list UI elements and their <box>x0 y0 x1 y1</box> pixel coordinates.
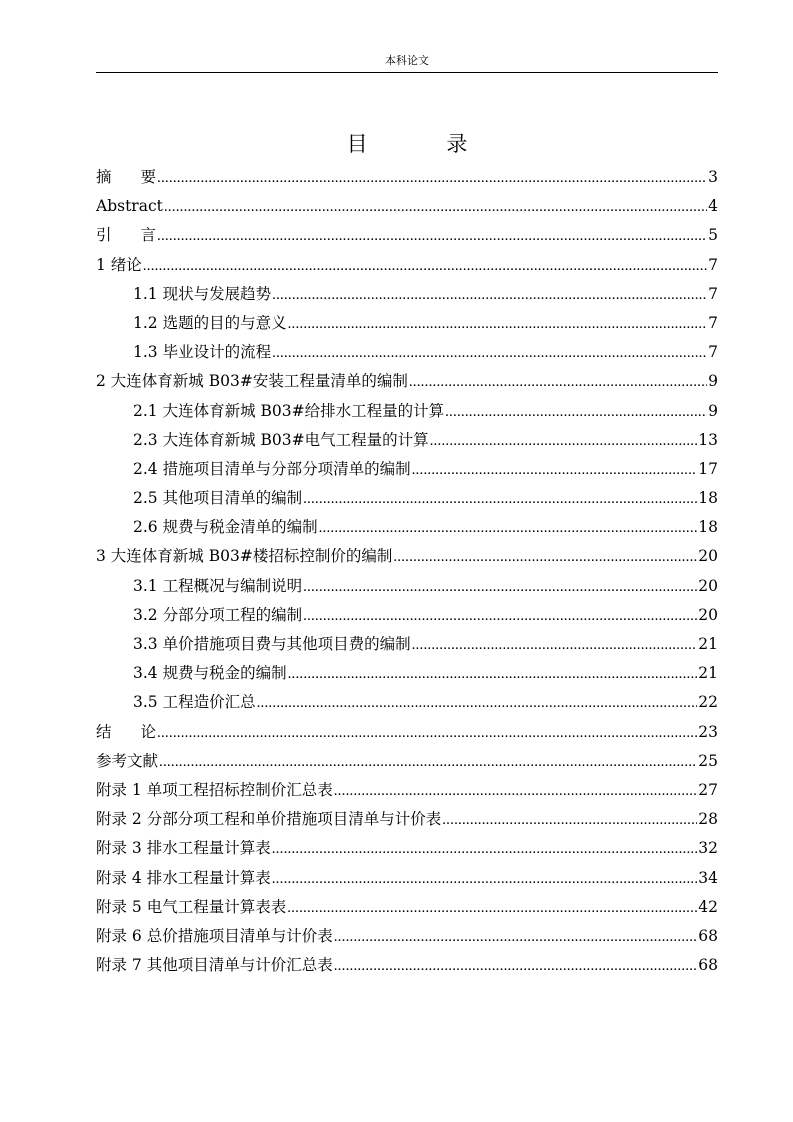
toc-entry[interactable] <box>96 572 718 601</box>
toc-dot-leader <box>287 894 697 923</box>
toc-dot-leader <box>157 164 707 193</box>
toc-dot-leader <box>430 427 698 456</box>
toc-dot-leader <box>303 602 697 631</box>
toc-entry[interactable] <box>96 426 718 455</box>
toc-entry-page: 9 <box>708 401 718 420</box>
toc-entry-page: 18 <box>698 518 718 537</box>
toc-entry-label: 3.3 单价措施项目费与其他项目费的编制 <box>133 635 411 653</box>
toc-entry-page: 9 <box>708 372 718 391</box>
toc-entry-label: 2.5 其他项目清单的编制 <box>133 489 303 508</box>
toc-dot-leader <box>272 339 707 368</box>
toc-entry[interactable] <box>96 951 718 980</box>
toc-entry-page: 23 <box>698 722 718 741</box>
toc-dot-leader <box>442 806 697 835</box>
toc-entry-label: 3 大连体育新城 B03#楼招标控制价的编制 <box>96 547 393 566</box>
toc-entry-page: 13 <box>698 430 718 449</box>
toc-entry[interactable] <box>96 542 718 571</box>
toc-entry[interactable] <box>96 397 718 426</box>
toc-entry-page: 34 <box>698 868 718 887</box>
header-rule <box>96 72 718 73</box>
toc-entry-label: 附录 5 电气工程量计算表表 <box>96 897 287 916</box>
toc-entry-label: 附录 3 排水工程量计算表 <box>96 839 271 858</box>
toc-dot-leader <box>409 368 707 397</box>
toc-entry-label: 摘要 <box>96 168 157 186</box>
toc-entry-page: 20 <box>698 576 718 595</box>
toc-entry[interactable] <box>96 805 718 834</box>
toc-entry-page: 28 <box>698 810 718 829</box>
toc-dot-leader <box>445 398 707 427</box>
toc-dot-leader <box>143 252 707 281</box>
page-header: 本科论文 <box>385 54 429 67</box>
toc-entry-page: 27 <box>698 780 718 799</box>
toc-entry-page: 22 <box>698 693 718 712</box>
table-of-contents <box>96 163 718 980</box>
toc-entry[interactable] <box>96 601 718 630</box>
toc-entry[interactable] <box>96 776 718 805</box>
toc-entry[interactable] <box>96 338 718 367</box>
toc-entry-label: 附录 1 单项工程招标控制价汇总表 <box>96 780 333 799</box>
toc-entry-page: 20 <box>698 605 718 624</box>
toc-dot-leader <box>164 193 707 222</box>
toc-entry-label: 2.6 规费与税金清单的编制 <box>133 518 318 537</box>
toc-entry-label: 1.2 选题的目的与意义 <box>133 313 287 332</box>
toc-entry[interactable] <box>96 484 718 513</box>
toc-entry-page: 7 <box>708 255 718 274</box>
toc-entry[interactable] <box>96 747 718 776</box>
toc-dot-leader <box>412 631 698 660</box>
toc-entry-label: 附录 4 排水工程量计算表 <box>96 868 271 887</box>
toc-entry[interactable] <box>96 922 718 951</box>
toc-entry-label: 3.5 工程造价汇总 <box>133 693 256 712</box>
toc-entry-label: 3.1 工程概况与编制说明 <box>133 576 303 595</box>
toc-dot-leader <box>159 748 697 777</box>
toc-entry[interactable] <box>96 280 718 309</box>
toc-entry[interactable] <box>96 513 718 542</box>
toc-entry-page: 18 <box>698 489 718 508</box>
toc-entry-page: 3 <box>708 168 718 186</box>
toc-entry-page: 4 <box>708 197 718 216</box>
toc-entry[interactable] <box>96 834 718 863</box>
toc-dot-leader <box>288 660 698 689</box>
toc-dot-leader <box>303 573 697 602</box>
toc-entry-label: 1.3 毕业设计的流程 <box>133 343 272 362</box>
toc-entry-label: 参考文献 <box>96 751 159 770</box>
toc-dot-leader <box>288 310 708 339</box>
toc-entry-label: 1 绪论 <box>96 255 142 274</box>
toc-entry[interactable] <box>96 221 718 250</box>
toc-entry-label: 3.2 分部分项工程的编制 <box>133 605 303 624</box>
toc-entry[interactable] <box>96 893 718 922</box>
toc-entry[interactable] <box>96 163 718 192</box>
toc-entry-page: 7 <box>708 313 718 332</box>
toc-dot-leader <box>334 952 698 981</box>
toc-entry[interactable] <box>96 251 718 280</box>
toc-entry-page: 68 <box>698 926 718 945</box>
toc-entry[interactable] <box>96 688 718 717</box>
toc-entry-page: 5 <box>708 226 718 245</box>
toc-dot-leader <box>334 923 698 952</box>
toc-title: 目 录 <box>346 132 504 156</box>
toc-entry-page: 21 <box>698 664 718 683</box>
toc-entry[interactable] <box>96 367 718 396</box>
toc-entry[interactable] <box>96 455 718 484</box>
toc-entry-page: 25 <box>698 751 718 770</box>
toc-entry-page: 7 <box>708 343 718 362</box>
toc-dot-leader <box>257 689 698 718</box>
toc-entry-page: 68 <box>698 956 718 975</box>
toc-dot-leader <box>157 719 697 748</box>
toc-entry-label: 结论 <box>96 722 157 741</box>
toc-entry-page: 20 <box>698 547 718 566</box>
toc-entry-label: 2.1 大连体育新城 B03#给排水工程量的计算 <box>133 401 445 420</box>
toc-entry-page: 32 <box>698 839 718 858</box>
toc-dot-leader <box>303 485 697 514</box>
toc-entry[interactable] <box>96 192 718 221</box>
toc-entry-label: 引言 <box>96 226 157 245</box>
toc-dot-leader <box>157 222 707 251</box>
toc-entry[interactable] <box>96 864 718 893</box>
toc-entry-label: 2.3 大连体育新城 B03#电气工程量的计算 <box>133 430 429 449</box>
toc-entry-page: 21 <box>698 635 718 653</box>
toc-entry-label: 附录 2 分部分项工程和单价措施项目清单与计价表 <box>96 810 442 829</box>
toc-entry-label: 附录 6 总价措施项目清单与计价表 <box>96 926 333 945</box>
toc-entry[interactable] <box>96 309 718 338</box>
toc-entry-label: 3.4 规费与税金的编制 <box>133 664 287 683</box>
toc-dot-leader <box>272 835 698 864</box>
toc-entry-label: 2.4 措施项目清单与分部分项清单的编制 <box>133 459 411 478</box>
toc-dot-leader <box>272 865 698 894</box>
toc-dot-leader <box>412 456 698 485</box>
toc-entry-page: 17 <box>698 459 718 478</box>
toc-entry-page: 7 <box>708 284 718 303</box>
toc-entry[interactable] <box>96 718 718 747</box>
toc-entry[interactable] <box>96 630 718 659</box>
toc-entry-page: 42 <box>698 897 718 916</box>
toc-dot-leader <box>334 777 698 806</box>
toc-dot-leader <box>319 514 698 543</box>
toc-dot-leader <box>272 281 707 310</box>
toc-entry-label: 1.1 现状与发展趋势 <box>133 284 272 303</box>
toc-entry[interactable] <box>96 659 718 688</box>
toc-entry-label: 附录 7 其他项目清单与计价汇总表 <box>96 956 333 975</box>
toc-dot-leader <box>393 543 697 572</box>
toc-entry-label: Abstract <box>96 197 163 216</box>
toc-entry-label: 2 大连体育新城 B03#安装工程量清单的编制 <box>96 372 408 391</box>
